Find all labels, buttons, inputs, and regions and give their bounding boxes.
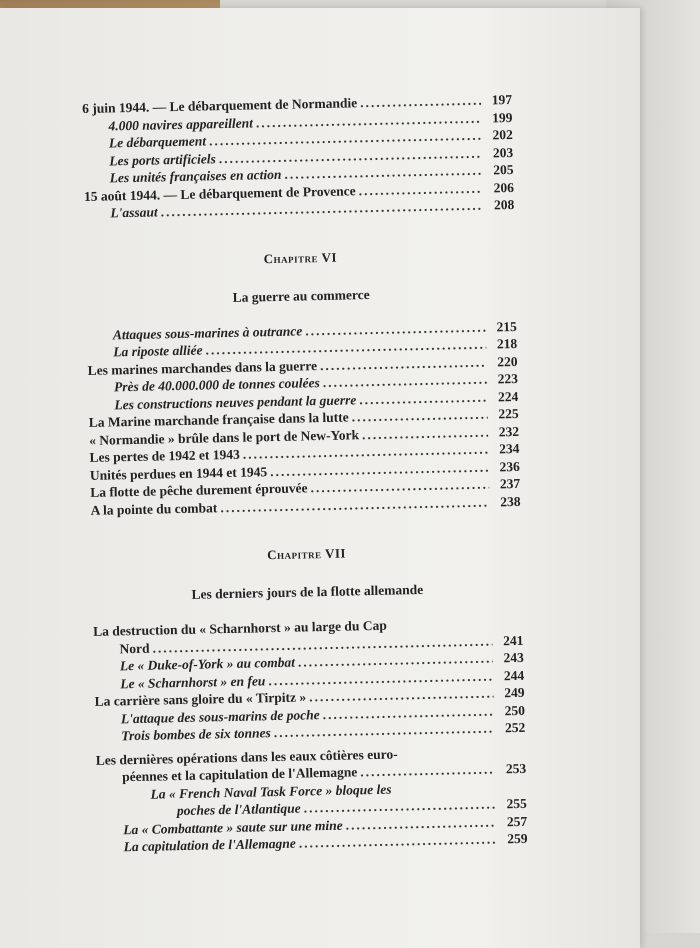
toc-page-number: 250 (504, 702, 526, 718)
toc-entry-label: Les unités françaises en action (109, 166, 282, 186)
toc-entry-label: Le « Scharnhorst » en feu (120, 672, 266, 691)
toc-entry-label: La capitulation de l'Allemagne (123, 835, 296, 855)
toc-entry-label: La Marine marchande française dans la lutte (88, 409, 349, 430)
toc-page-number: 234 (498, 440, 520, 457)
toc-entry-label: La carrière sans gloire du « Tirpitz » (94, 689, 307, 709)
toc-entry-label: Près de 40.000.000 de tonnes coulées (113, 375, 320, 395)
toc-block-normandie (82, 91, 514, 222)
toc-page-number: 225 (498, 405, 519, 422)
toc-entry-label: Les ports artificiels (109, 150, 216, 168)
toc-entry-label: 6 juin 1944. — Le débarquement de Normandie (82, 95, 358, 116)
toc-entry-label: 4.000 navires appareillent (108, 114, 254, 133)
toc-page-number: 202 (492, 126, 513, 143)
toc-entry-label: La destruction du « Scharnhorst » au large du Cap (92, 617, 387, 639)
toc-page-number: 199 (492, 109, 513, 125)
toc-page-number: 253 (505, 760, 527, 777)
toc-page-number: 238 (500, 493, 521, 509)
toc-page-number: 206 (493, 179, 515, 195)
toc-entry-label: Les marines marchandes dans la guerre (87, 357, 318, 378)
leader-dots (360, 760, 495, 780)
toc-page-number: 237 (499, 475, 521, 492)
chapter-title-6: La guerre au commerce (232, 286, 370, 305)
toc-page-number: 244 (503, 667, 525, 683)
toc-entry-label: L'assaut (110, 204, 158, 221)
toc-entry-label: Le « Duke-of-York » au combat (119, 654, 296, 674)
toc-page-number: 232 (498, 423, 520, 439)
table-of-contents (82, 91, 528, 856)
toc-block-chapter-7 (93, 614, 528, 856)
chapter-heading-7: Chapitre VII (266, 545, 347, 563)
toc-entry-label: La riposte alliée (113, 342, 203, 360)
toc-page-number: 223 (497, 370, 519, 387)
toc-block-chapter-6 (87, 317, 521, 518)
toc-page-number: 205 (493, 161, 514, 178)
toc-entry-label: péennes et la capitulation de l'Allemagne (122, 764, 358, 785)
toc-page-number: 218 (496, 335, 518, 352)
toc-page-number: 208 (493, 196, 515, 213)
toc-list (94, 649, 526, 745)
toc-page-number: 224 (497, 388, 519, 404)
toc-entry-label: poches de l'Atlantique (176, 800, 301, 819)
toc-page-number: 252 (504, 719, 526, 736)
toc-page-number: 257 (506, 813, 528, 829)
toc-entry-label: La « Combattante » saute sur une mine (123, 817, 343, 837)
toc-page-number: 203 (492, 144, 514, 160)
toc-entry-label: 15 août 1944. — Le débarquement de Provence (83, 182, 356, 204)
toc-entry-label: Le débarquement (108, 133, 207, 151)
toc-page-number: 259 (507, 830, 528, 847)
toc-entry-label: Les dernières opérations dans les eaux côtières euro- (95, 746, 398, 768)
toc-page-number: 243 (503, 649, 524, 666)
chapter-title-7: Les derniers jours de la flotte allemande (191, 581, 424, 602)
chapter-heading-6: Chapitre VI (263, 249, 338, 266)
toc-entry-label: Les pertes de 1942 et 1943 (89, 446, 240, 465)
toc-page-number: 215 (496, 318, 517, 334)
toc-entry-label: Attaques sous-marines à outrance (112, 322, 303, 342)
toc-entry-label: L'attaque des sous-marins de poche (120, 706, 320, 726)
toc-page-number: 255 (506, 795, 527, 812)
toc-page-number: 236 (499, 458, 520, 474)
toc-page-number: 197 (491, 91, 513, 108)
toc-entry-label: Les constructions neuves pendant la guerre (114, 391, 357, 412)
toc-entry-label: La « French Naval Task Force » bloque les (150, 781, 392, 802)
toc-entry-label: A la pointe du combat (90, 499, 218, 518)
toc-entry-label: Nord (119, 640, 150, 656)
toc-entry-label: Unités perdues en 1944 et 1945 (89, 463, 268, 483)
toc-page-number: 249 (504, 684, 525, 701)
toc-page-number: 241 (503, 632, 524, 648)
toc-page-number: 220 (497, 353, 518, 369)
toc-entry-label: Trois bombes de six tonnes (121, 725, 271, 744)
toc-entry-label: « Normandie » brûle dans le port de New-York (88, 426, 360, 448)
toc-entry-label: La flotte de pêche durement éprouvée (90, 480, 308, 500)
